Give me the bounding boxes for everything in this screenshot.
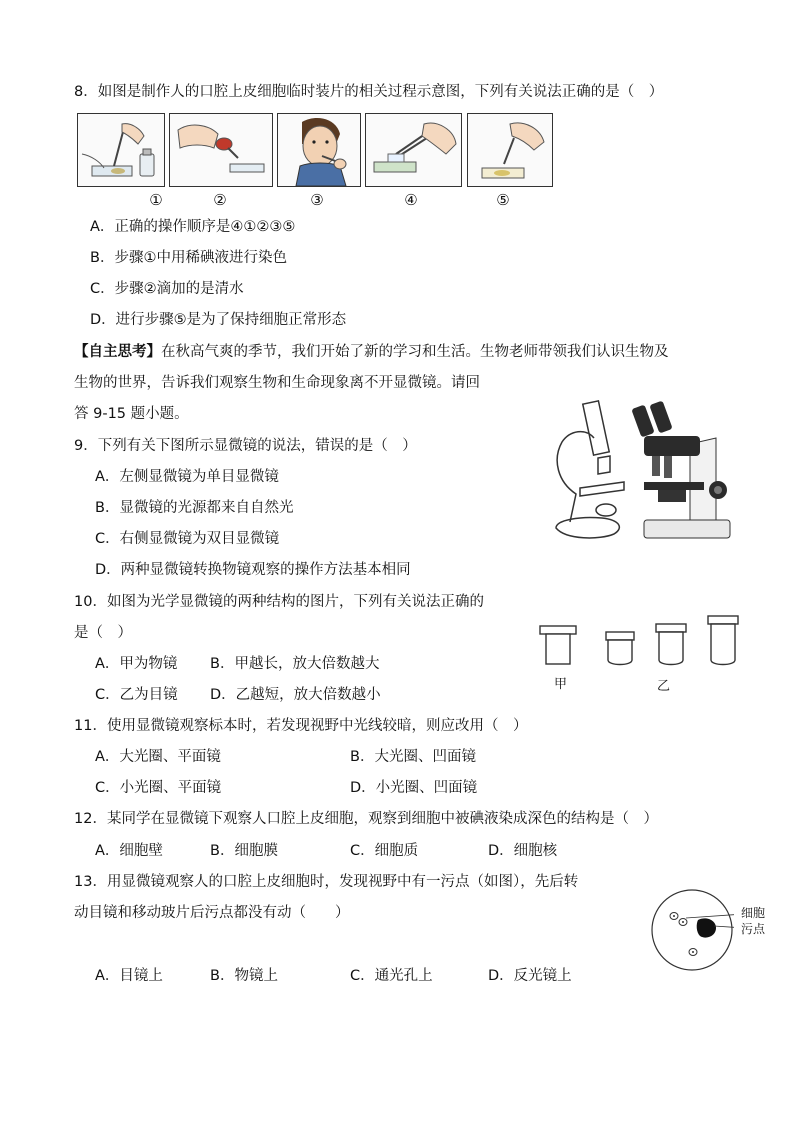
q9-option-c: C．右侧显微镜为双目显微镜: [95, 531, 280, 547]
q10-option-a: A．甲为物镜: [95, 656, 178, 672]
label-spot: 污点: [741, 922, 766, 936]
step4-cover-slip-image: [365, 113, 462, 187]
intro-tag: 【自主思考】: [74, 344, 161, 360]
step-label-4: ④: [404, 191, 418, 209]
q13-option-a: A．目镜上: [95, 968, 163, 984]
q8-option-b: B．步骤①中用稀碘液进行染色: [90, 250, 287, 266]
q10-stem-line-2: 是（ ）: [74, 625, 132, 641]
q9-option-a: A．左侧显微镜为单目显微镜: [95, 469, 279, 485]
q12-option-c: C．细胞质: [350, 843, 419, 859]
q12-option-d: D．细胞核: [488, 843, 558, 859]
step1-dropper-image: [77, 113, 165, 187]
q11-option-c: C．小光圈、平面镜: [95, 780, 222, 796]
step2-drop-water-image: [169, 113, 273, 187]
q12-option-a: A．细胞壁: [95, 843, 163, 859]
q13-option-d: D．反光镜上: [488, 968, 572, 984]
q13-option-c: C．通光孔上: [350, 968, 433, 984]
step3-scrape-cheek-image: [277, 113, 361, 187]
q11-stem: 11．使用显微镜观察标本时，若发现视野中光线较暗，则应改用（ ）: [74, 718, 528, 734]
q12-option-b: B．细胞膜: [210, 843, 278, 859]
intro-line-2: 生物的世界，告诉我们观察生物和生命现象离不开显微镜。请回: [74, 375, 480, 391]
q9-stem: 9．下列有关下图所示显微镜的说法，错误的是（ ）: [74, 438, 417, 454]
step5-stain-image: [467, 113, 553, 187]
label-jia: 甲: [554, 677, 568, 692]
intro-line-3: 答 9-15 题小题。: [74, 406, 189, 422]
step-label-1: ①: [149, 191, 163, 209]
q9-option-b: B．显微镜的光源都来自自然光: [95, 500, 294, 516]
label-yi: 乙: [657, 679, 671, 694]
step-label-2: ②: [213, 191, 227, 209]
monocular-microscope-drawing: [556, 401, 624, 538]
q10-option-d: D．乙越短，放大倍数越小: [210, 687, 381, 703]
binocular-microscope-drawing: [631, 401, 730, 538]
q8-option-a: A．正确的操作顺序是④①②③⑤: [90, 219, 296, 235]
label-cell: 细胞: [741, 906, 766, 920]
intro-text-1: 在秋高气爽的季节，我们开始了新的学习和生活。生物老师带领我们认识生物及: [161, 344, 669, 360]
q8-stem: 8．如图是制作人的口腔上皮细胞临时装片的相关过程示意图，下列有关说法正确的是（ ）: [74, 84, 664, 100]
q8-option-c: C．步骤②滴加的是清水: [90, 281, 244, 297]
q11-option-a: A．大光圈、平面镜: [95, 749, 221, 765]
q13-stem-line-2: 动目镜和移动玻片后污点都没有动（ ）: [74, 905, 350, 921]
q10-option-c: C．乙为目镜: [95, 687, 178, 703]
field-of-view-illustration: [650, 888, 734, 972]
eyepiece-drawing: [540, 626, 576, 634]
microscopes-illustration: [540, 398, 736, 544]
intro-line-1: [74, 342, 669, 362]
q13-option-b: B．物镜上: [210, 968, 278, 984]
lenses-illustration: [536, 612, 748, 674]
step-label-3: ③: [310, 191, 324, 209]
q9-option-d: D．两种显微镜转换物镜观察的操作方法基本相同: [95, 562, 411, 578]
q10-stem-line-1: 10．如图为光学显微镜的两种结构的图片，下列有关说法正确的: [74, 594, 484, 610]
step-label-5: ⑤: [496, 191, 510, 209]
q13-stem-line-1: 13．用显微镜观察人的口腔上皮细胞时，发现视野中有一污点（如图），先后转: [74, 874, 579, 890]
q8-option-d: D．进行步骤⑤是为了保持细胞正常形态: [90, 312, 347, 328]
q10-option-b: B．甲越长，放大倍数越大: [210, 656, 380, 672]
q12-stem: 12．某同学在显微镜下观察人口腔上皮细胞，观察到细胞中被碘液染成深色的结构是（ ）: [74, 811, 658, 827]
q11-option-d: D．小光圈、凹面镜: [350, 780, 478, 796]
q11-option-b: B．大光圈、凹面镜: [350, 749, 476, 765]
